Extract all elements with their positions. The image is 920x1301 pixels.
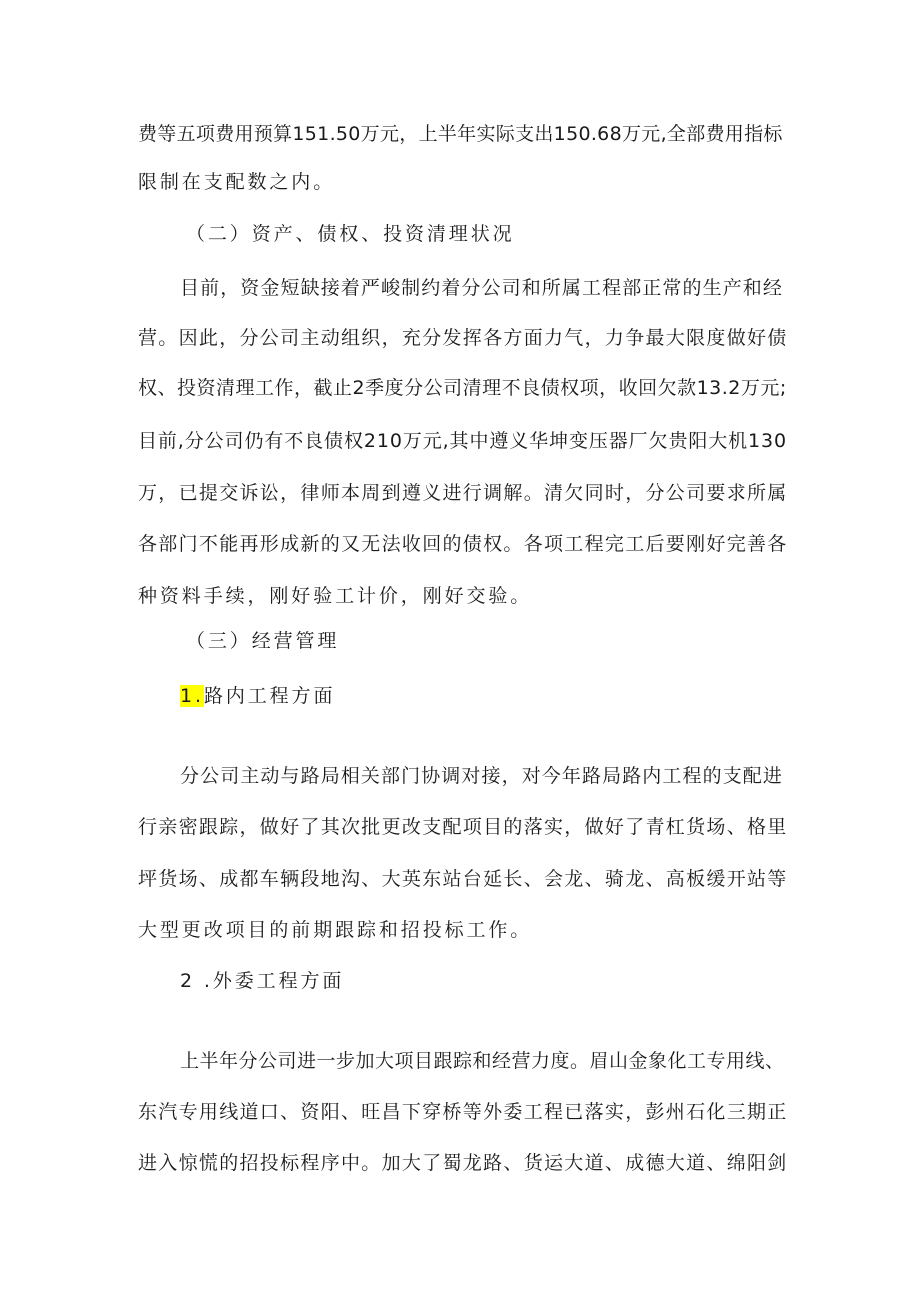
subsection-title: 路内工程方面 [203, 685, 336, 707]
paragraph-line: 目前,分公司仍有不良债权210万元,其中遵义华坤变压器厂欠贵阳大机130 [138, 430, 788, 452]
highlighted-number: 1. [180, 685, 204, 707]
paragraph-line: 费等五项费用预算151.50万元，上半年实际支出150.68万元,全部费用指标 [138, 123, 783, 145]
paragraph-line: 权、投资清理工作，截止2季度分公司清理不良债权项，收回欠款13.2万元; [138, 377, 787, 399]
paragraph-line: 上半年分公司进一步加大项目跟踪和经营力度。眉山金象化工专用线、 [180, 1050, 785, 1072]
paragraph-line: 种资料手续，刚好验工计价，刚好交验。 [138, 585, 533, 607]
paragraph-line: 大型更改项目的前期跟踪和招投标工作。 [138, 919, 533, 941]
paragraph-line: 行亲密跟踪，做好了其次批更改支配项目的落实，做好了青杠货场、格里 [138, 816, 788, 838]
paragraph-line: 坪货场、成都车辆段地沟、大英东站台延长、会龙、骑龙、高板缓开站等 [138, 868, 788, 890]
paragraph-line: 目前，资金短缺接着严峻制约着分公司和所属工程部正常的生产和经 [180, 277, 784, 299]
paragraph-line: 限制在支配数之内。 [138, 171, 336, 193]
paragraph-line: 营。因此，分公司主动组织，充分发挥各方面力气，力争最大限度做好债 [138, 327, 788, 349]
paragraph-line: 各部门不能再形成新的又无法收回的债权。各项工程完工后要刚好完善各 [138, 533, 788, 555]
paragraph-line: 分公司主动与路局相关部门协调对接，对今年路局路内工程的支配进 [180, 765, 784, 787]
subsection-heading: 2 .外委工程方面 [180, 970, 345, 992]
paragraph-line: 万，已提交诉讼，律师本周到遵义进行调解。清欠同时，分公司要求所属 [138, 482, 788, 504]
section-heading: （二）资产、债权、投资清理状况 [186, 223, 515, 245]
section-heading: （三）经营管理 [186, 630, 340, 652]
paragraph-line: 进入惊慌的招投标程序中。加大了蜀龙路、货运大道、成德大道、绵阳剑 [138, 1152, 788, 1174]
subsection-heading [180, 676, 788, 716]
paragraph-line: 东汽专用线道口、资阳、旺昌下穿桥等外委工程已落实，彭州石化三期正 [138, 1101, 788, 1123]
